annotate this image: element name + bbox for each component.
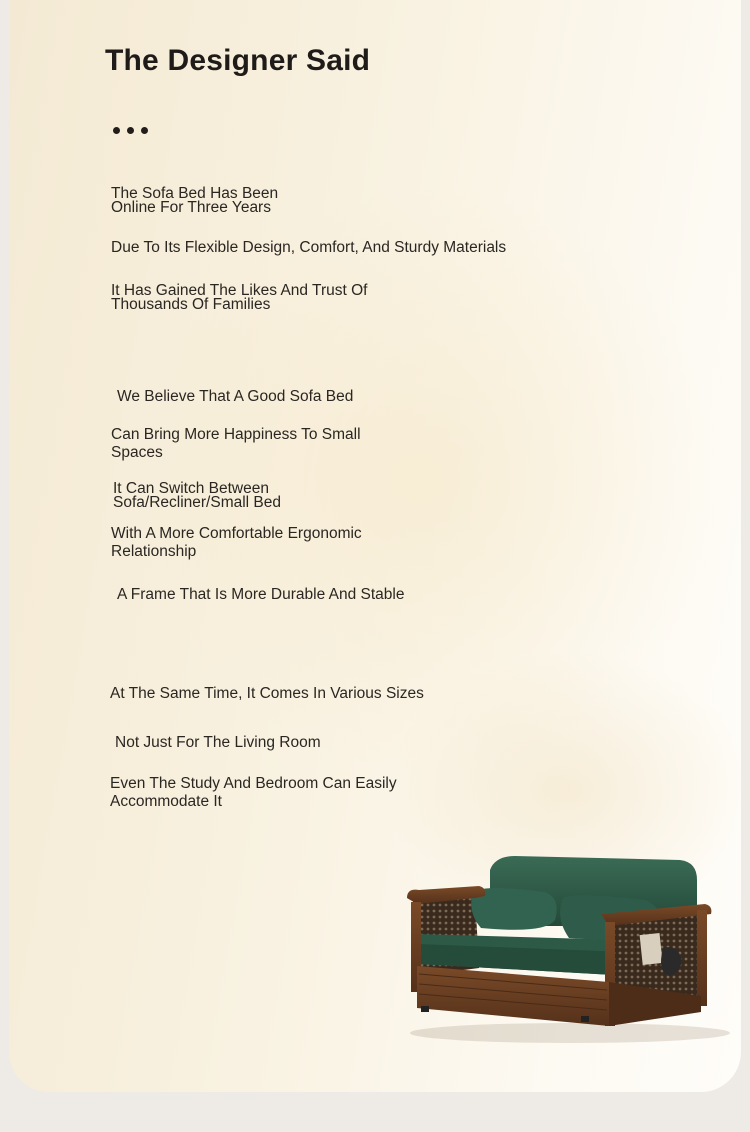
text-line-8: A Frame That Is More Durable And Stable (117, 586, 405, 603)
text-line-9: At The Same Time, It Comes In Various Sizes (110, 685, 424, 702)
dot (127, 127, 134, 134)
text-line-3: It Has Gained The Likes And Trust Of Thousands Of Families (111, 282, 368, 313)
text-line-1: The Sofa Bed Has Been Online For Three Years (111, 185, 279, 216)
dot (141, 127, 148, 134)
text-line-6: It Can Switch Between Sofa/Recliner/Small Bed (113, 480, 281, 511)
text-line-2: Due To Its Flexible Design, Comfort, And Sturdy Materials (111, 239, 507, 256)
text-line-7: With A More Comfortable Ergonomic Relationship (111, 525, 362, 560)
sofa-bed-image (395, 848, 730, 1048)
page-title: The Designer Said (105, 44, 371, 77)
text-line-5: Can Bring More Happiness To Small Spaces (111, 426, 361, 461)
designer-card (9, 0, 741, 1092)
dot (113, 127, 120, 134)
text-line-4: We Believe That A Good Sofa Bed (117, 388, 354, 405)
ellipsis-dots-icon (113, 127, 148, 134)
text-line-11: Even The Study And Bedroom Can Easily Accommodate It (110, 775, 397, 810)
text-line-10: Not Just For The Living Room (115, 734, 321, 751)
